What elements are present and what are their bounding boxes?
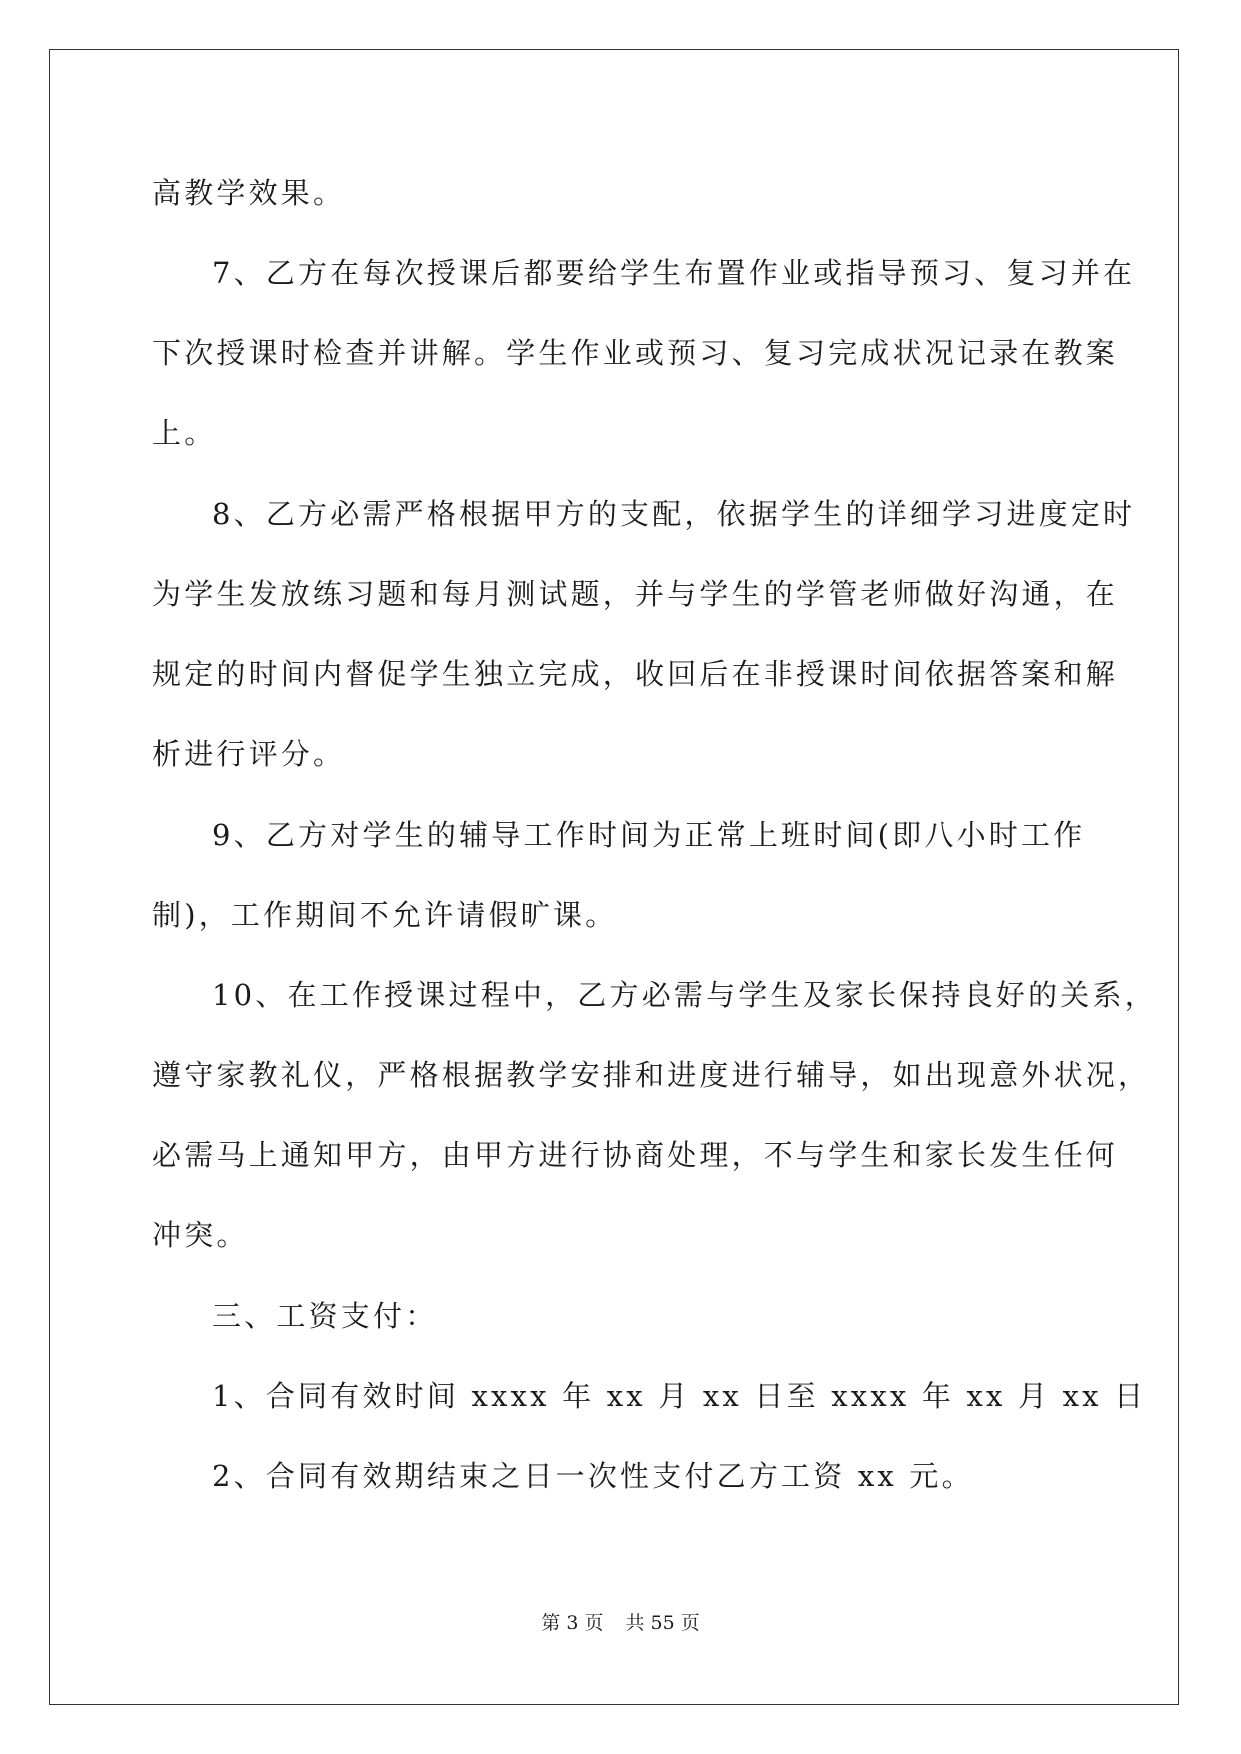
paragraph-line: 9、乙方对学生的辅导工作时间为正常上班时间(即八小时工作 [212,818,1086,852]
page-footer [0,1608,1241,1635]
page-total: 共 55 页 [625,1612,700,1634]
paragraph-line: 制)，工作期间不允许请假旷课。 [152,898,618,932]
paragraph-line: 高教学效果。 [152,176,346,210]
paragraph-line: 遵守家教礼仪，严格根据教学安排和进度进行辅导，如出现意外状况， [152,1058,1151,1092]
paragraph-line: 上。 [152,416,217,450]
page-border [49,49,1179,1705]
section-heading: 三、工资支付： [212,1299,438,1333]
paragraph-line: 10、在工作授课过程中，乙方必需与学生及家长保持良好的关系， [212,978,1157,1012]
paragraph-line: 为学生发放练习题和每月测试题，并与学生的学管老师做好沟通，在 [152,577,1119,611]
paragraph-line: 冲突。 [152,1218,249,1252]
paragraph-line: 析进行评分。 [152,737,346,771]
paragraph-line: 2、合同有效期结束之日一次性支付乙方工资 xx 元。 [212,1459,974,1493]
paragraph-line: 规定的时间内督促学生独立完成，收回后在非授课时间依据答案和解 [152,657,1119,691]
paragraph-line: 必需马上通知甲方，由甲方进行协商处理，不与学生和家长发生任何 [152,1138,1119,1172]
paragraph-line: 下次授课时检查并讲解。学生作业或预习、复习完成状况记录在教案 [152,336,1119,370]
paragraph-line: 7、乙方在每次授课后都要给学生布置作业或指导预习、复习并在 [212,256,1136,290]
page-number: 第 3 页 [541,1612,604,1634]
paragraph-line: 1、合同有效时间 xxxx 年 xx 月 xx 日至 xxxx 年 xx 月 xx 日 [212,1379,1147,1413]
paragraph-line: 8、乙方必需严格根据甲方的支配，依据学生的详细学习进度定时 [212,497,1136,531]
